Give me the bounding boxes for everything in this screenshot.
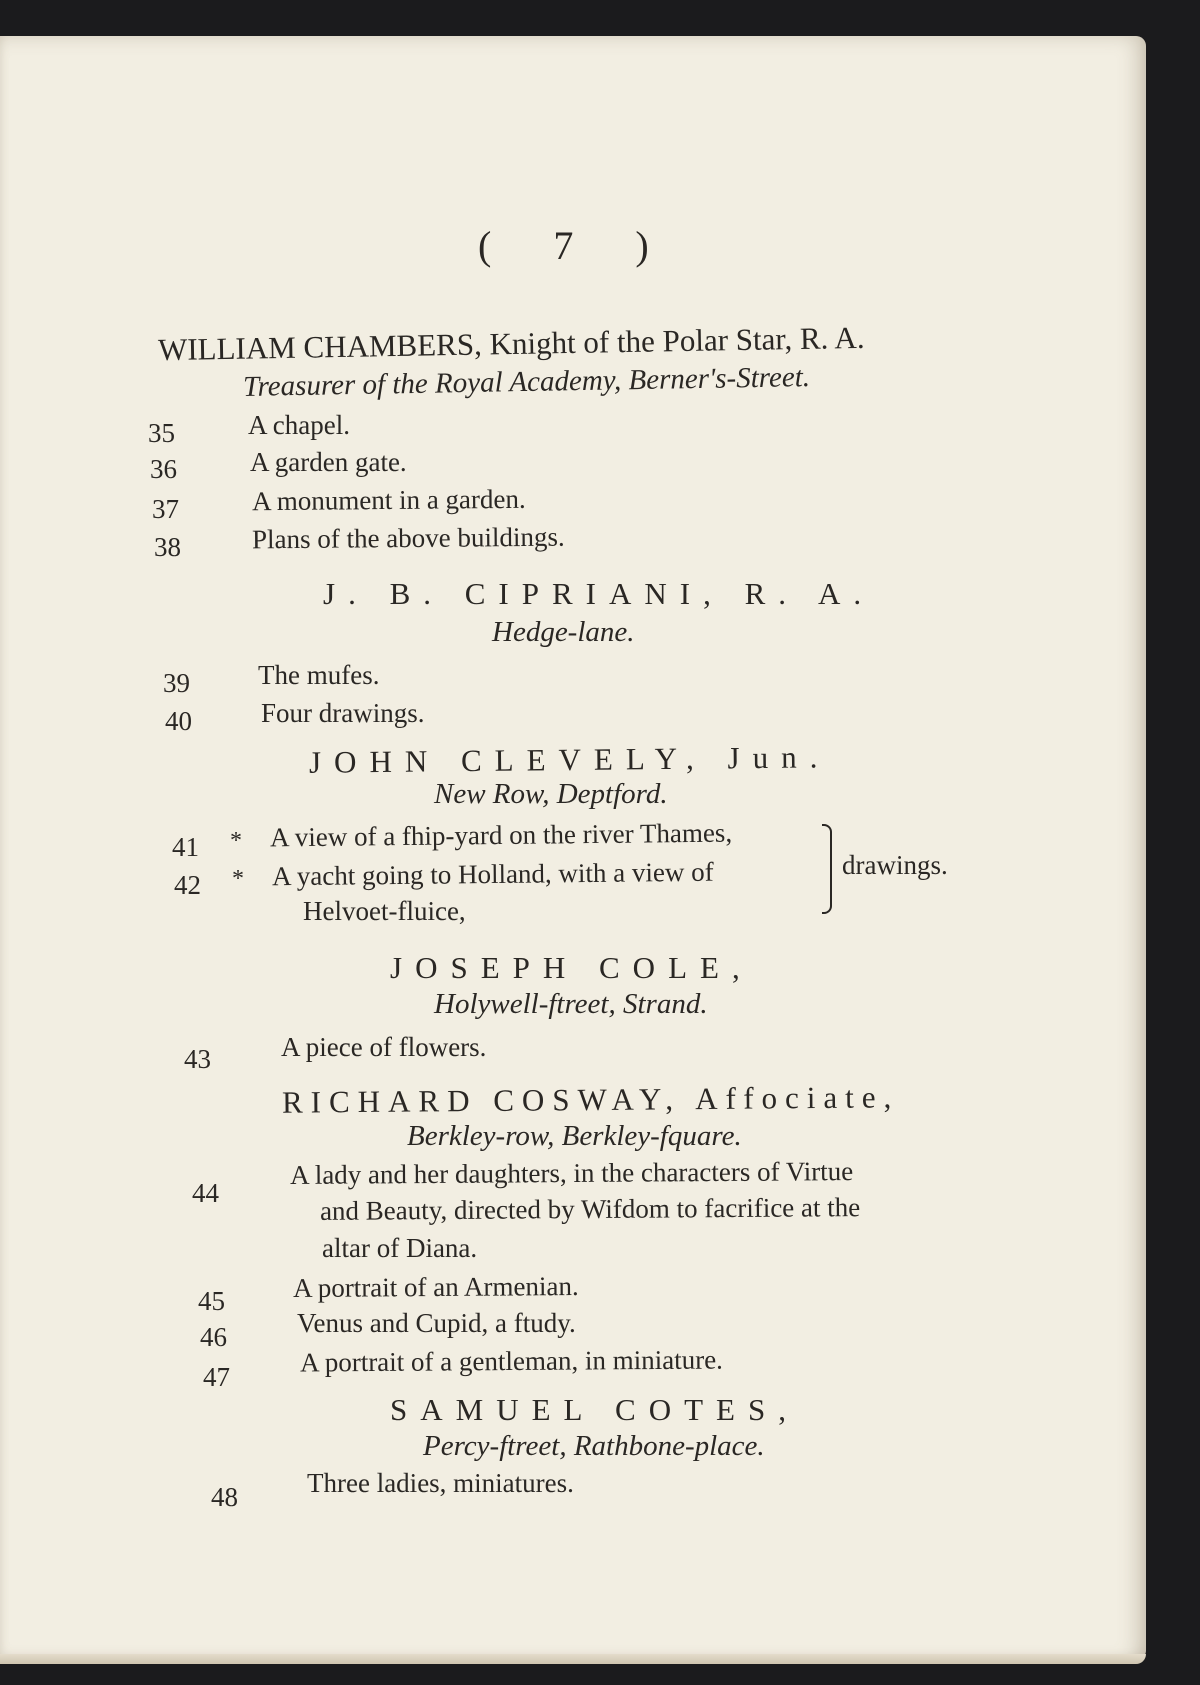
artist-address: Treasurer of the Royal Academy, Berner's-Street. (242, 361, 811, 403)
entry-number: 44 (192, 1178, 219, 1208)
asterisk-marker: * (230, 828, 242, 854)
artist-address: New Row, Deptford. (434, 778, 668, 810)
bracket-note: drawings. (842, 850, 948, 880)
artist-heading: J. B. CIPRIANI, R. A. (323, 576, 875, 611)
artist-heading: JOSEPH COLE, (390, 950, 753, 985)
entry-title: Three ladies, miniatures. (307, 1468, 574, 1498)
artist-address: Holywell-ftreet, Strand. (434, 988, 708, 1020)
entry-number: 46 (200, 1322, 227, 1352)
entry-number: 47 (203, 1362, 230, 1392)
entry-number: 41 (172, 832, 199, 862)
entry-title: A portrait of a gentleman, in miniature. (299, 1344, 723, 1378)
entry-number: 40 (165, 706, 192, 736)
artist-heading: SAMUEL COTES, (390, 1392, 799, 1427)
entry-title: Plans of the above buildings. (251, 521, 565, 555)
entry-number: 43 (184, 1044, 211, 1074)
entry-number: 37 (152, 494, 179, 524)
entry-number: 38 (154, 532, 181, 562)
entry-title: A garden gate. (250, 447, 407, 477)
entry-title-continuation: Helvoet-fluice, (303, 896, 466, 926)
entry-title: Four drawings. (261, 698, 425, 728)
book-page (0, 36, 1146, 1664)
entry-number: 35 (148, 418, 175, 448)
entry-number: 39 (163, 668, 190, 698)
artist-address: Hedge-lane. (492, 616, 635, 648)
page-number: ( 7 ) (478, 223, 675, 268)
entry-title: A view of a fhip-yard on the river Thames, (269, 817, 733, 853)
entry-title: A piece of flowers. (281, 1032, 487, 1062)
artist-address: Percy-ftreet, Rathbone-place. (423, 1430, 765, 1462)
artist-address: Berkley-row, Berkley-fquare. (407, 1120, 742, 1152)
entry-title: A monument in a garden. (251, 483, 526, 517)
entry-number: 36 (150, 454, 177, 484)
asterisk-marker: * (232, 866, 244, 892)
entry-title: Venus and Cupid, a ftudy. (297, 1308, 576, 1338)
bracket-brace (822, 824, 832, 914)
entry-number: 45 (198, 1286, 225, 1316)
entry-number: 48 (211, 1482, 238, 1512)
entry-title-continuation: and Beauty, directed by Wifdom to facrifice at the (319, 1192, 861, 1226)
artist-heading: RICHARD COSWAY, Affociate, (281, 1079, 900, 1120)
artist-heading: JOHN CLEVELY, Jun. (308, 739, 831, 780)
entry-number: 42 (174, 870, 201, 900)
entry-title: A yacht going to Holland, with a view of (271, 856, 714, 892)
page-bottom-edge (0, 1654, 1146, 1664)
entry-title: A lady and her daughters, in the characters of Virtue (289, 1156, 854, 1190)
entry-title: A portrait of an Armenian. (292, 1271, 579, 1303)
artist-heading: WILLIAM CHAMBERS, Knight of the Polar Star, R. A. (157, 319, 865, 368)
entry-title-continuation: altar of Diana. (322, 1233, 478, 1263)
entry-title: A chapel. (248, 410, 350, 440)
entry-title: The mufes. (258, 660, 380, 690)
